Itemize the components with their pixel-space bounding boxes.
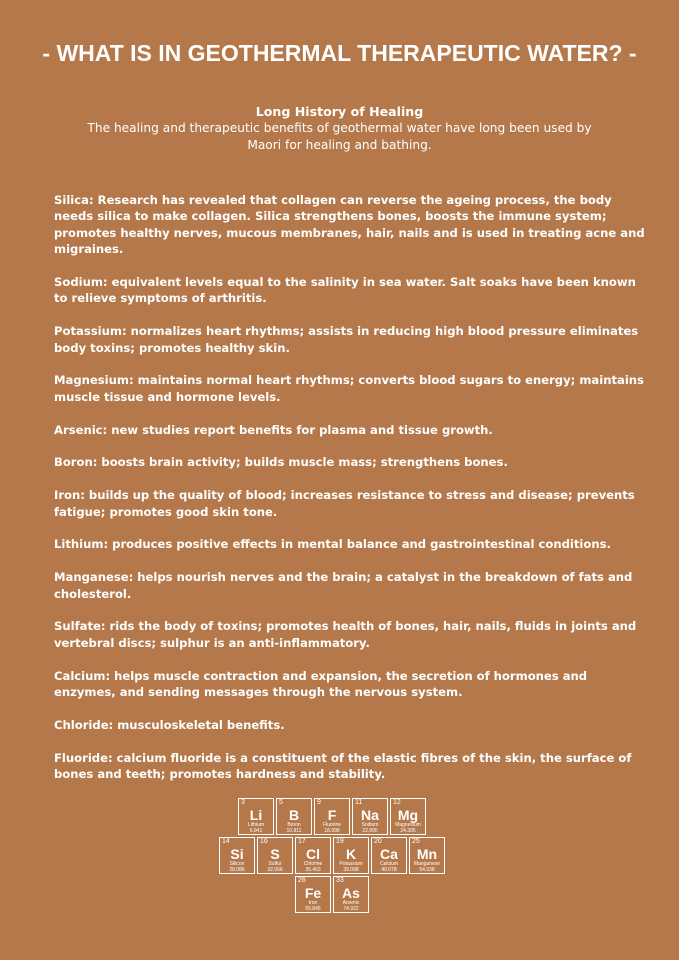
atomic-weight: 22.990	[362, 828, 378, 834]
atomic-number: 26	[298, 877, 306, 884]
element-name: Iron	[308, 900, 318, 906]
element-name: Sulfur	[268, 861, 282, 867]
atomic-weight: 28.086	[229, 867, 245, 873]
element-symbol: Li	[249, 807, 263, 823]
atomic-number: 33	[336, 877, 344, 884]
element-symbol: Si	[230, 846, 244, 862]
element-symbol: Mg	[397, 807, 419, 823]
mineral-paragraph: Potassium: normalizes heart rhythms; assists in reducing high blood pressure eliminates body toxins; promotes healthy skin.	[54, 324, 639, 355]
page-title: - WHAT IS IN GEOTHERMAL THERAPEUTIC WATER? -	[42, 40, 637, 66]
element-name: Manganese	[413, 861, 441, 867]
element-symbol: K	[345, 846, 357, 862]
mineral-paragraph: Sodium: equivalent levels equal to the salinity in sea water. Salt soaks have been known to relieve symptoms of arthritis.	[54, 275, 636, 306]
element-symbol: Fe	[304, 885, 322, 901]
element-cell-cl	[295, 837, 331, 874]
element-symbol: Mn	[416, 846, 438, 862]
atomic-number: 25	[412, 838, 420, 845]
atomic-number: 9	[317, 799, 321, 806]
element-name: Chlorine	[303, 861, 323, 867]
atomic-weight: 18.998	[324, 828, 340, 834]
element-symbol: S	[270, 846, 280, 862]
element-name: Boron	[287, 822, 301, 828]
atomic-number: 16	[260, 838, 268, 845]
element-symbol: Ca	[380, 846, 398, 862]
element-symbol: As	[342, 885, 360, 901]
element-cell-b	[276, 798, 312, 835]
element-name: Arsenic	[342, 900, 360, 906]
mineral-paragraph: Silica: Research has revealed that collagen can reverse the ageing process, the body needs silica to make collagen. Silica strengthens bones, boosts the immune system; promotes healthy nerves, mucous membranes, hair, nails and is used in treating acne and migraines.	[54, 193, 645, 257]
atomic-weight: 40.078	[381, 867, 397, 873]
atomic-weight: 6.941	[249, 828, 263, 834]
element-cell-si	[219, 837, 255, 874]
atomic-number: 19	[336, 838, 344, 845]
element-name: Potassium	[339, 861, 363, 867]
mineral-paragraph: Iron: builds up the quality of blood; increases resistance to stress and disease; prevents fatigue; promotes good skin tone.	[54, 488, 635, 519]
element-name: Lithium	[247, 822, 265, 828]
mineral-paragraph: Manganese: helps nourish nerves and the brain; a catalyst in the breakdown of fats and cholesterol.	[54, 570, 633, 601]
atomic-weight: 32.066	[267, 867, 283, 873]
mineral-paragraph: Sulfate: rids the body of toxins; promotes health of bones, hair, nails, fluids in joints and vertebral discs; sulphur is an anti-inflammatory.	[54, 619, 637, 650]
mineral-list	[54, 192, 649, 799]
periodic-table-graphic	[219, 798, 459, 914]
element-name: Fluorine	[322, 822, 342, 828]
atomic-weight: 74.922	[343, 906, 359, 912]
atomic-number: 14	[222, 838, 230, 845]
atomic-number: 17	[298, 838, 306, 845]
element-cell-s	[257, 837, 293, 874]
atomic-number: 12	[393, 799, 401, 806]
mineral-paragraph: Lithium: produces positive effects in mental balance and gastrointestinal conditions.	[54, 537, 611, 552]
element-symbol: F	[327, 807, 337, 823]
mineral-paragraph: Calcium: helps muscle contraction and expansion, the secretion of hormones and enzymes, and sending messages through the nervous system.	[54, 668, 588, 700]
atomic-weight: 54.938	[419, 867, 435, 873]
atomic-weight: 55.845	[305, 906, 321, 912]
element-cell-fe	[295, 876, 331, 913]
element-symbol: B	[288, 807, 300, 823]
atomic-number: 5	[279, 799, 283, 806]
element-cell-na	[352, 798, 388, 835]
element-cell-k	[333, 837, 369, 874]
atomic-weight: 10.811	[286, 828, 302, 834]
atomic-number: 3	[241, 799, 245, 806]
element-cell-ca	[371, 837, 407, 874]
mineral-paragraph: Chloride: musculoskeletal benefits.	[54, 717, 285, 732]
atomic-weight: 24.305	[400, 828, 416, 834]
intro-heading: Long History of Healing	[255, 104, 424, 119]
element-symbol: Na	[361, 807, 379, 823]
element-cell-mg	[390, 798, 426, 835]
element-cell-mn	[409, 837, 445, 874]
atomic-weight: 39.098	[343, 867, 359, 873]
atomic-number: 11	[355, 799, 363, 806]
element-name: Sodium	[361, 822, 379, 828]
element-name: Silicon	[229, 861, 245, 867]
mineral-paragraph: Boron: boosts brain activity; builds muscle mass; strengthens bones.	[54, 455, 508, 470]
intro-text: The healing and therapeutic benefits of geothermal water have long been used by Maori for healing and bathing.	[87, 121, 592, 152]
element-symbol: Cl	[306, 846, 320, 862]
atomic-weight: 35.453	[305, 867, 321, 873]
intro-section	[70, 103, 609, 154]
element-cell-as	[333, 876, 369, 913]
element-name: Magnesium	[395, 822, 421, 828]
atomic-number: 20	[374, 838, 382, 845]
element-cell-li	[238, 798, 274, 835]
mineral-paragraph: Arsenic: new studies report benefits for plasma and tissue growth.	[54, 422, 493, 437]
mineral-paragraph: Fluoride: calcium fluoride is a constituent of the elastic fibres of the skin, the surface of bones and teeth; promotes hardness and stability.	[54, 750, 632, 782]
element-cell-f	[314, 798, 350, 835]
element-name: Calcium	[379, 861, 399, 867]
mineral-paragraph: Magnesium: maintains normal heart rhythms; converts blood sugars to energy; maintains muscle tissue and hormone levels.	[54, 373, 644, 404]
